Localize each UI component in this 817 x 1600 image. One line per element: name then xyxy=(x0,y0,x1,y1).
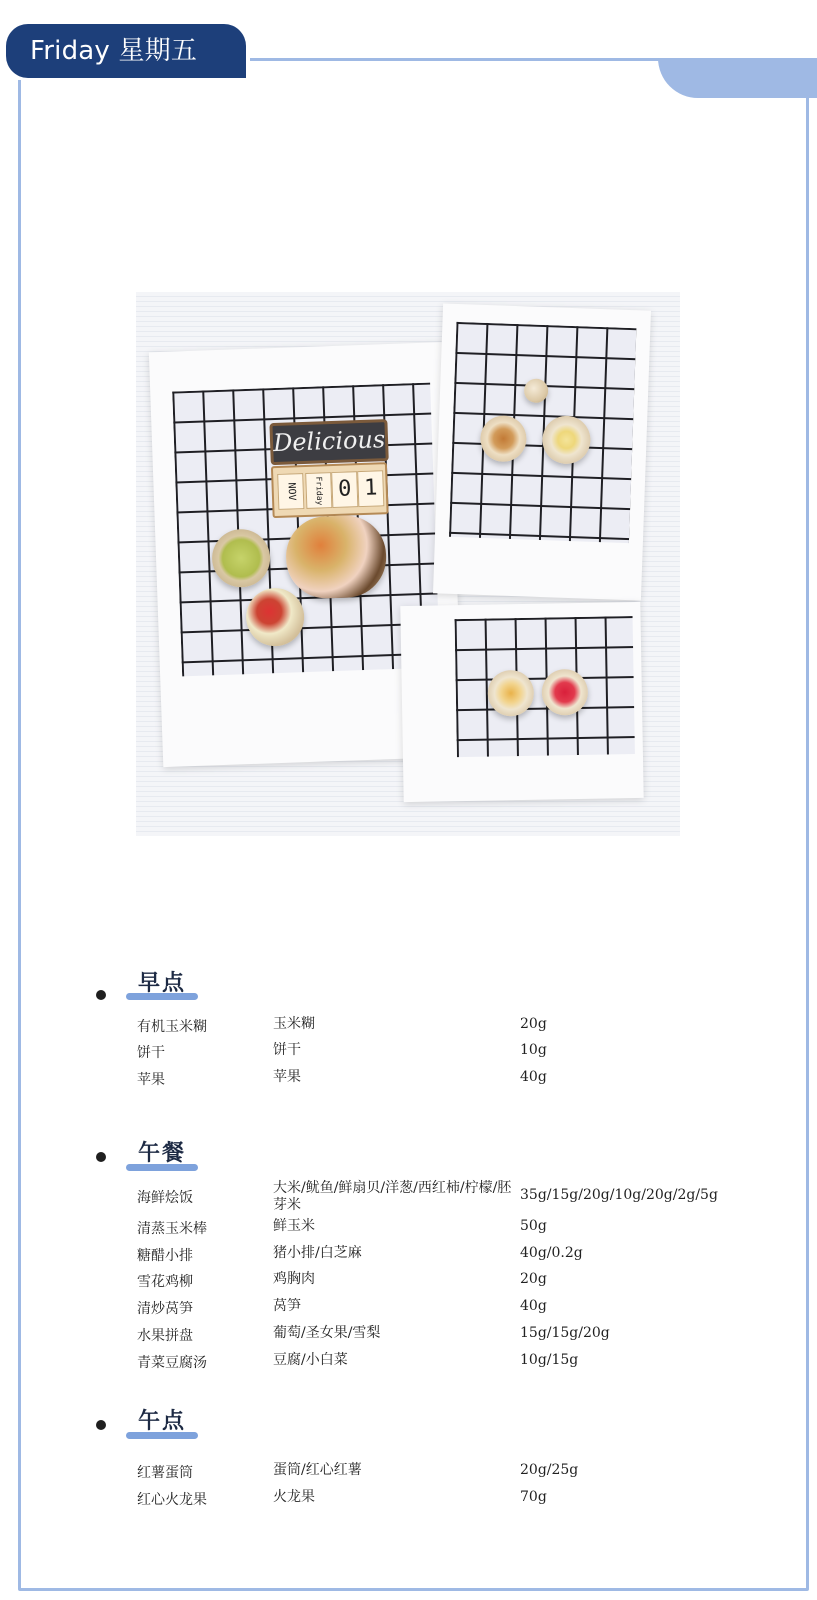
photo-card-afternoon xyxy=(400,602,643,802)
section-title-lunch: 午餐 xyxy=(137,1141,186,1166)
dish-name: 糖醋小排 xyxy=(137,1248,193,1264)
main-tray xyxy=(285,514,388,599)
section-bullet xyxy=(96,990,106,1000)
day-tab: Friday 星期五 xyxy=(6,24,246,78)
amount: 35g/15g/20g/10g/20g/2g/5g xyxy=(520,1187,718,1203)
dish-name: 清炒莴笋 xyxy=(137,1301,193,1317)
dish-name: 清蒸玉米棒 xyxy=(137,1221,207,1237)
ingredients: 鲜玉米 xyxy=(273,1218,315,1234)
photo-card-snack xyxy=(433,303,651,600)
section-bullet xyxy=(96,1152,106,1162)
amount: 20g xyxy=(520,1016,547,1032)
meal-photo xyxy=(136,292,680,836)
dish-name: 苹果 xyxy=(137,1072,165,1088)
ingredients: 蛋筒/红心红薯 xyxy=(273,1462,362,1478)
ingredients: 猪小排/白芝麻 xyxy=(273,1245,362,1261)
dish-name: 青菜豆腐汤 xyxy=(137,1355,207,1371)
dish-name: 水果拼盘 xyxy=(137,1328,193,1344)
amount: 10g xyxy=(520,1042,547,1058)
ingredients: 火龙果 xyxy=(273,1489,315,1505)
dish-name: 红薯蛋筒 xyxy=(137,1465,193,1481)
dish-name: 有机玉米糊 xyxy=(137,1019,207,1035)
dish-name: 雪花鸡柳 xyxy=(137,1274,193,1290)
amount: 40g xyxy=(520,1069,547,1085)
amount: 40g/0.2g xyxy=(520,1245,583,1261)
section-bullet xyxy=(96,1420,106,1430)
ingredients: 大米/鱿鱼/鲜扇贝/洋葱/西红柿/柠檬/胚芽米 xyxy=(273,1180,512,1213)
amount: 10g/15g xyxy=(520,1352,579,1368)
ingredients: 饼干 xyxy=(273,1042,301,1058)
amount: 20g/25g xyxy=(520,1462,579,1478)
calendar-digit-1: 0 xyxy=(331,471,358,508)
ingredients: 葡萄/圣女果/雪梨 xyxy=(273,1325,381,1341)
calendar-weekday: Friday xyxy=(305,472,332,509)
ingredients: 鸡胸肉 xyxy=(273,1271,315,1287)
section-title-afternoon-snack: 午点 xyxy=(137,1409,186,1434)
amount: 70g xyxy=(520,1489,547,1505)
calendar-digit-2: 1 xyxy=(357,470,384,507)
calendar-month: NOV xyxy=(277,473,304,510)
amount: 40g xyxy=(520,1298,547,1314)
ingredients: 玉米糊 xyxy=(273,1016,315,1032)
corner-decoration xyxy=(658,58,817,98)
amount: 20g xyxy=(520,1271,547,1287)
amount: 50g xyxy=(520,1218,547,1234)
desk-calendar xyxy=(271,462,389,518)
ingredients: 豆腐/小白菜 xyxy=(273,1352,348,1368)
amount: 15g/15g/20g xyxy=(520,1325,610,1341)
ingredients: 莴笋 xyxy=(273,1298,301,1314)
dish-name: 饼干 xyxy=(137,1045,165,1061)
section-title-breakfast: 早点 xyxy=(137,971,186,996)
dish-name: 海鲜烩饭 xyxy=(137,1190,193,1206)
chalkboard: Delicious xyxy=(269,419,388,465)
ingredients: 苹果 xyxy=(273,1069,301,1085)
dish-name: 红心火龙果 xyxy=(137,1492,207,1508)
